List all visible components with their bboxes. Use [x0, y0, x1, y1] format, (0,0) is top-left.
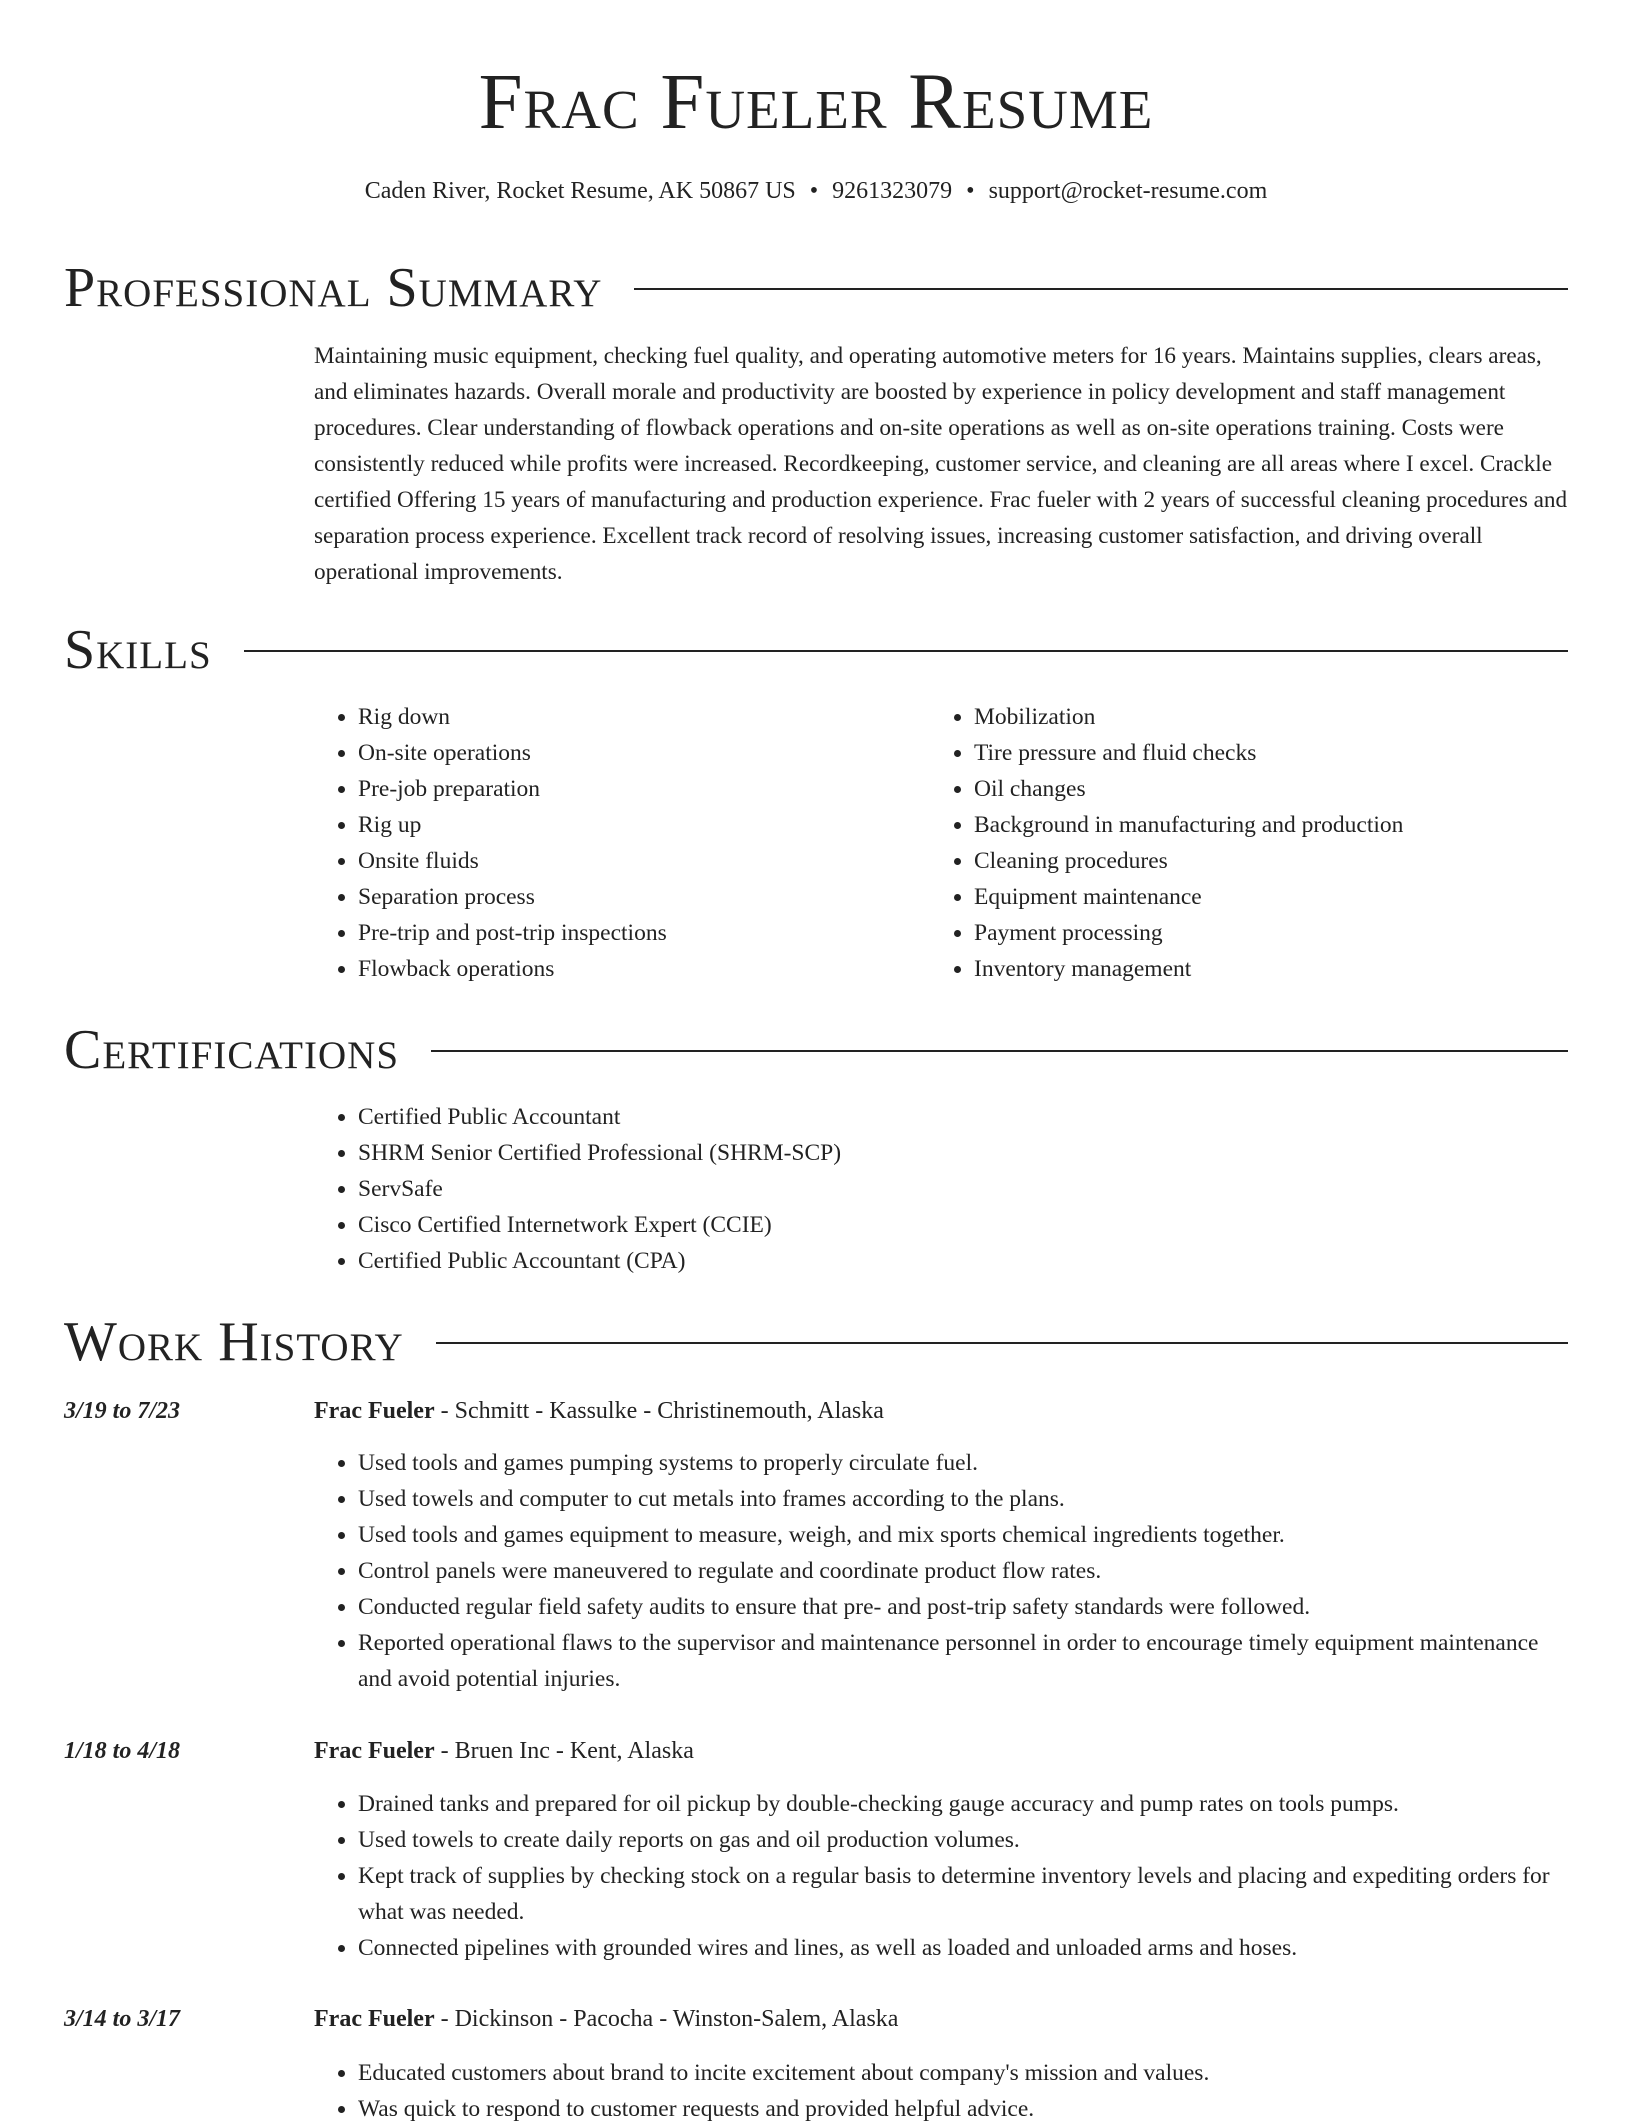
- contact-separator: •: [809, 178, 819, 204]
- skill-item: • Rig down: [358, 699, 914, 735]
- job-employer: - Dickinson - Pacocha - Winston-Salem, Alaska: [434, 2006, 899, 2032]
- job-duty-item: • Educated customers about brand to incite excitement about company's mission and values.: [358, 2055, 1570, 2091]
- job-employer: - Schmitt - Kassulke - Christinemouth, Alaska: [434, 1398, 884, 1424]
- skill-item: • Tire pressure and fluid checks: [974, 735, 1570, 771]
- summary-text: Maintaining music equipment, checking fuel quality, and operating automotive meters for 16 years. Maintains supplies, clears areas, and eliminates hazards. Overall morale and productivity are boosted by experience in policy development and staff management procedures. Clear understanding of flowback operations and on-site operations as well as on-site operations training. Costs were consistently reduced while profits were increased. Recordkeeping, customer service, and cleaning are all areas where I excel. Crackle certified Offering 15 years of manufacturing and production experience. Frac fueler with 2 years of successful cleaning procedures and separation process experience. Excellent track record of resolving issues, increasing customer satisfaction, and driving overall operational improvements.: [314, 343, 1568, 585]
- job-duty-item: • Kept track of supplies by checking stock on a regular basis to determine inventory levels and placing and expediting orders for what was needed.: [358, 1858, 1570, 1930]
- summary-section-header: [64, 256, 1568, 320]
- contact-email[interactable]: support@rocket-resume.com: [988, 178, 1268, 204]
- job-duties: [314, 1445, 1570, 1697]
- skill-item: • Mobilization: [974, 699, 1570, 735]
- skill-item: • Pre-trip and post-trip inspections: [358, 915, 914, 951]
- resume-title: Frac Fueler Resume: [478, 59, 1154, 146]
- job-header: [314, 1393, 884, 1429]
- skill-item: • Onsite fluids: [358, 843, 914, 879]
- certifications-block: [314, 1099, 1570, 1279]
- section-divider: [634, 288, 1568, 290]
- skill-item: • Pre-job preparation: [358, 771, 914, 807]
- job-dates: 3/14 to 3/17: [64, 2006, 181, 2032]
- skills-section-header: [64, 618, 1568, 682]
- contact-line: [0, 174, 1632, 208]
- job-duty-item: • Conducted regular field safety audits to ensure that pre- and post-trip safety standards were followed.: [358, 1589, 1570, 1625]
- skill-item: • Rig up: [358, 807, 914, 843]
- job-title: Frac Fueler: [314, 2006, 435, 2032]
- job-duty-item: • Was quick to respond to customer requests and provided helpful advice.: [358, 2091, 1570, 2127]
- work-history-heading: Work History: [64, 1311, 404, 1373]
- job-duty-item: • Used towels and computer to cut metals into frames according to the plans.: [358, 1481, 1570, 1517]
- job-duty-item: • Drained tanks and prepared for oil pickup by double-checking gauge accuracy and pump rates on tools pumps.: [358, 1786, 1570, 1822]
- skill-item: • On-site operations: [358, 735, 914, 771]
- skill-item: • Cleaning procedures: [974, 843, 1570, 879]
- skill-item: • Oil changes: [974, 771, 1570, 807]
- skill-item: • Separation process: [358, 879, 914, 915]
- certifications-heading: Certifications: [64, 1019, 400, 1081]
- certification-item: • Certified Public Accountant (CPA): [358, 1243, 1570, 1279]
- certification-item: • Certified Public Accountant: [358, 1099, 1570, 1135]
- job-dates: 1/18 to 4/18: [64, 1738, 181, 1764]
- job-duties-list: [314, 1786, 1570, 1966]
- job-duty-item: • Used towels to create daily reports on gas and oil production volumes.: [358, 1822, 1570, 1858]
- job-duties-list: [314, 1445, 1570, 1697]
- job-duties: [314, 2055, 1570, 2127]
- job-duties: [314, 1786, 1570, 1966]
- contact-phone: 9261323079: [832, 178, 953, 204]
- work-history-section-header: [64, 1310, 1568, 1374]
- job-duty-item: • Control panels were maneuvered to regulate and coordinate product flow rates.: [358, 1553, 1570, 1589]
- skills-heading: Skills: [64, 619, 212, 681]
- job-header: [314, 1733, 694, 1769]
- skill-item: • Inventory management: [974, 951, 1570, 987]
- job-duties-list: [314, 2055, 1570, 2127]
- certifications-list: [314, 1099, 1570, 1279]
- job-duty-item: • Used tools and games pumping systems to properly circulate fuel.: [358, 1445, 1570, 1481]
- skill-item: • Payment processing: [974, 915, 1570, 951]
- skills-column-left: [314, 699, 914, 987]
- section-divider: [244, 650, 1568, 652]
- job-duty-item: • Used tools and games equipment to measure, weigh, and mix sports chemical ingredients together.: [358, 1517, 1570, 1553]
- job-title: Frac Fueler: [314, 1738, 435, 1764]
- skills-list-left: [314, 699, 914, 987]
- skill-item: • Background in manufacturing and production: [974, 807, 1570, 843]
- job-dates: 3/19 to 7/23: [64, 1398, 181, 1424]
- certification-item: • SHRM Senior Certified Professional (SHRM-SCP): [358, 1135, 1570, 1171]
- section-divider: [431, 1050, 1568, 1052]
- contact-separator: •: [966, 178, 975, 204]
- job-header: [314, 2001, 898, 2037]
- contact-address: Caden River, Rocket Resume, AK 50867 US: [364, 178, 796, 204]
- job-employer: - Bruen Inc - Kent, Alaska: [434, 1738, 694, 1764]
- certification-item: • ServSafe: [358, 1171, 1570, 1207]
- job-title: Frac Fueler: [314, 1398, 435, 1424]
- skills-column-right: [930, 699, 1570, 987]
- job-duty-item: • Connected pipelines with grounded wires and lines, as well as loaded and unloaded arms and hoses.: [358, 1930, 1570, 1966]
- skill-item: • Flowback operations: [358, 951, 914, 987]
- certifications-section-header: [64, 1018, 1568, 1082]
- skill-item: • Equipment maintenance: [974, 879, 1570, 915]
- summary-heading: Professional Summary: [64, 257, 603, 319]
- section-divider: [436, 1342, 1568, 1344]
- job-duty-item: • Reported operational flaws to the supervisor and maintenance personnel in order to encourage timely equipment maintenance and avoid potential injuries.: [358, 1625, 1570, 1697]
- certification-item: • Cisco Certified Internetwork Expert (CCIE): [358, 1207, 1570, 1243]
- skills-list-right: [930, 699, 1570, 987]
